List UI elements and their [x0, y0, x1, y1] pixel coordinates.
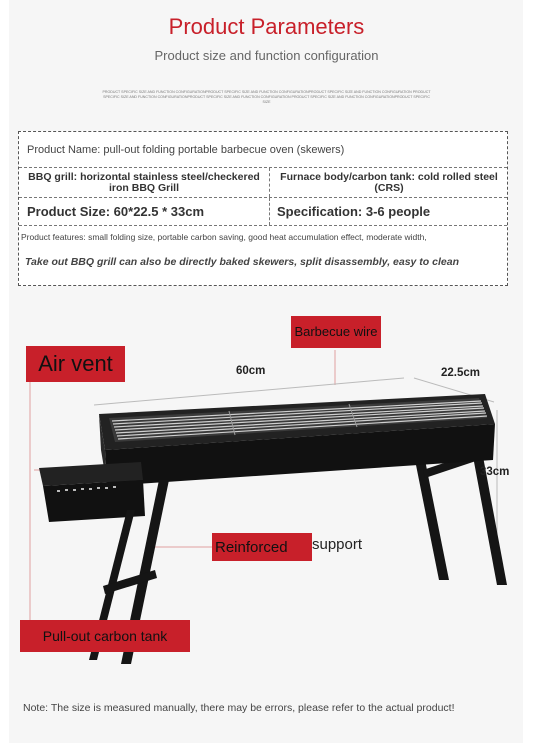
callout-air-vent: Air vent — [26, 346, 125, 382]
spec-row-size — [19, 198, 507, 226]
spec-row-highlight — [19, 248, 507, 276]
spec-row-materials — [19, 168, 507, 198]
callout-reinforced: Reinforced — [212, 533, 312, 561]
disclaimer-note: Note: The size is measured manually, there may be errors, please refer to the actual product! — [23, 702, 455, 714]
cell-divider — [269, 168, 270, 197]
product-highlight: Take out BBQ grill can also be directly baked skewers, split disassembly, easy to clean — [25, 256, 459, 268]
page-title: Product Parameters — [168, 14, 365, 39]
spec-row-features — [19, 226, 507, 248]
callout-pull-out-tank: Pull-out carbon tank — [20, 620, 190, 652]
product-size: Product Size: 60*22.5 * 33cm — [27, 204, 205, 219]
product-features: Product features: small folding size, portable carbon saving, good heat accumulation effect, moderate width, — [21, 232, 427, 242]
dimension-height: 33cm — [480, 466, 510, 478]
fine-print: PRODUCT SPECIFIC SIZE AND FUNCTION CONFIGURATIONPRODUCT SPECIFIC SIZE AND FUNCTION CONFIGURATIONPRODUCT SPECIFIC SIZE AND FUNCTION CONFIGURATION PRODUCT SPECIFIC SIZE AND FUNCTION CONFIGURATIONPRODUCT SPECIFIC SIZE AND FUNCTION CONFIGURATION PRODUCT SPECIFIC SIZE AND FUNCTION CONFIGURATIONPRODUCT SPECIFIC SIZE — [102, 90, 431, 104]
spec-table — [18, 131, 508, 286]
dimension-width: 22.5cm — [441, 367, 481, 379]
page-subtitle: Product size and function configuration — [154, 48, 379, 63]
product-name: Product Name: pull-out folding portable barbecue oven (skewers) — [27, 143, 345, 156]
cell-divider — [269, 198, 270, 225]
furnace-body-material: Furnace body/carbon tank: cold rolled steel (CRS) — [280, 170, 498, 194]
specification: Specification: 3-6 people — [277, 204, 431, 219]
callout-support: support — [312, 536, 363, 553]
spec-row-name — [19, 132, 507, 168]
bbq-grill-material: BBQ grill: horizontal stainless steel/checkered iron BBQ Grill — [28, 170, 260, 194]
callout-barbecue-wire: Barbecue wire — [291, 316, 381, 348]
dimension-length: 60cm — [236, 365, 266, 377]
